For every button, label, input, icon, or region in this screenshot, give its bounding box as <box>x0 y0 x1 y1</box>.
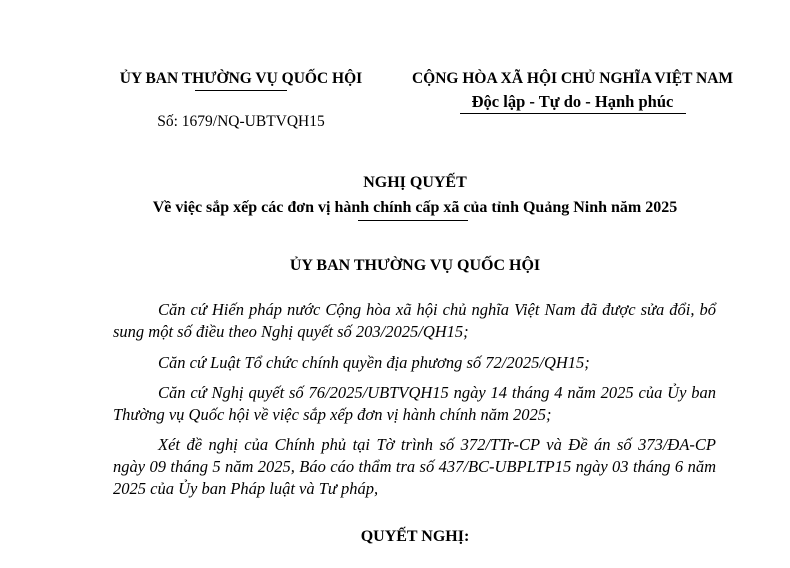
preamble-paragraph: Căn cứ Luật Tổ chức chính quyền địa phương số 72/2025/QH15; <box>158 353 590 372</box>
issuing-body: ỦY BAN THƯỜNG VỤ QUỐC HỘI <box>289 257 541 274</box>
preamble-paragraph: Căn cứ Hiến pháp nước Cộng hòa xã hội chủ nghĩa Việt Nam đã được sửa đổi, bổ sung một số điều theo Nghị quyết số 203/2025/QH15; <box>113 300 716 341</box>
preamble-paragraph: Căn cứ Nghị quyết số 76/2025/UBTVQH15 ngày 14 tháng 4 năm 2025 của Ủy ban Thường vụ Quốc hội về việc sắp xếp đơn vị hành chính năm 2025; <box>113 383 716 424</box>
motto-underline <box>460 113 686 114</box>
document-type: NGHỊ QUYẾT <box>363 174 467 191</box>
document-title: Về việc sắp xếp các đơn vị hành chính cấp xã của tỉnh Quảng Ninh năm 2025 <box>152 199 678 216</box>
preamble-paragraph: Xét đề nghị của Chính phủ tại Tờ trình số 372/TTr-CP và Đề án số 373/ĐA-CP ngày 09 tháng 5 năm 2025, Báo cáo thẩm tra số 437/BC-UBPLTP15 ngày 03 tháng 6 năm 2025 của Ủy ban Pháp luật và Tư pháp, <box>113 435 716 498</box>
decision-heading: QUYẾT NGHỊ: <box>360 528 470 545</box>
agency-name: ỦY BAN THƯỜNG VỤ QUỐC HỘI <box>119 70 363 87</box>
title-underline <box>358 220 468 221</box>
document-number: Số: 1679/NQ-UBTVQH15 <box>157 113 325 130</box>
nation-name: CỘNG HÒA XÃ HỘI CHỦ NGHĨA VIỆT NAM <box>411 70 734 87</box>
agency-underline <box>195 90 287 91</box>
national-motto: Độc lập - Tự do - Hạnh phúc <box>471 92 674 111</box>
